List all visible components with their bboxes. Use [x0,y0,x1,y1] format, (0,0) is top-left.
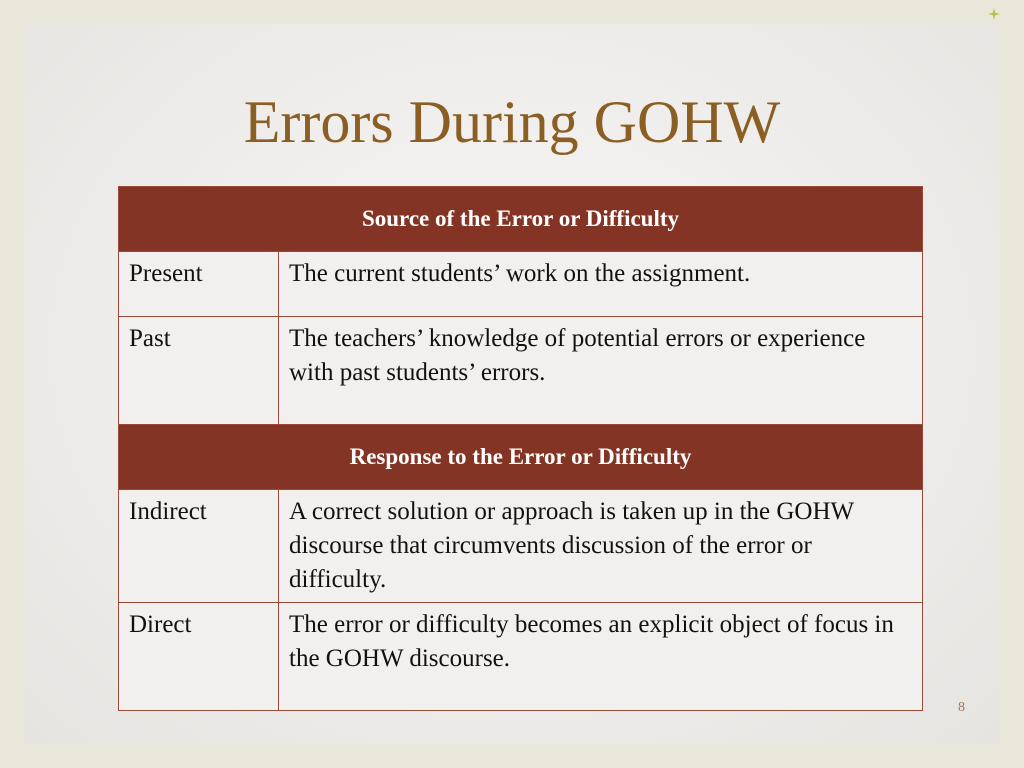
row-description: A correct solution or approach is taken up in the GOHW discourse that circumvents discussion of the error or difficulty. [279,490,923,603]
response-header: Response to the Error or Difficulty [119,425,923,490]
table-row [119,317,923,425]
section-header-row [119,425,923,490]
table-row [119,252,923,317]
row-description: The current students’ work on the assignment. [279,252,923,317]
row-label: Present [119,252,279,317]
slide-title: Errors During GOHW [243,89,781,155]
page-number: 8 [958,700,965,715]
row-label: Indirect [119,490,279,603]
row-description: The error or difficulty becomes an explicit object of focus in the GOHW discourse. [279,603,923,711]
row-description: The teachers’ knowledge of potential errors or experience with past students’ errors. [279,317,923,425]
row-label: Past [119,317,279,425]
four-point-star-icon [988,8,1000,20]
table-row [119,603,923,711]
source-header: Source of the Error or Difficulty [119,187,923,252]
section-header-row [119,187,923,252]
errors-table [118,186,923,711]
row-label: Direct [119,603,279,711]
table-row [119,490,923,603]
